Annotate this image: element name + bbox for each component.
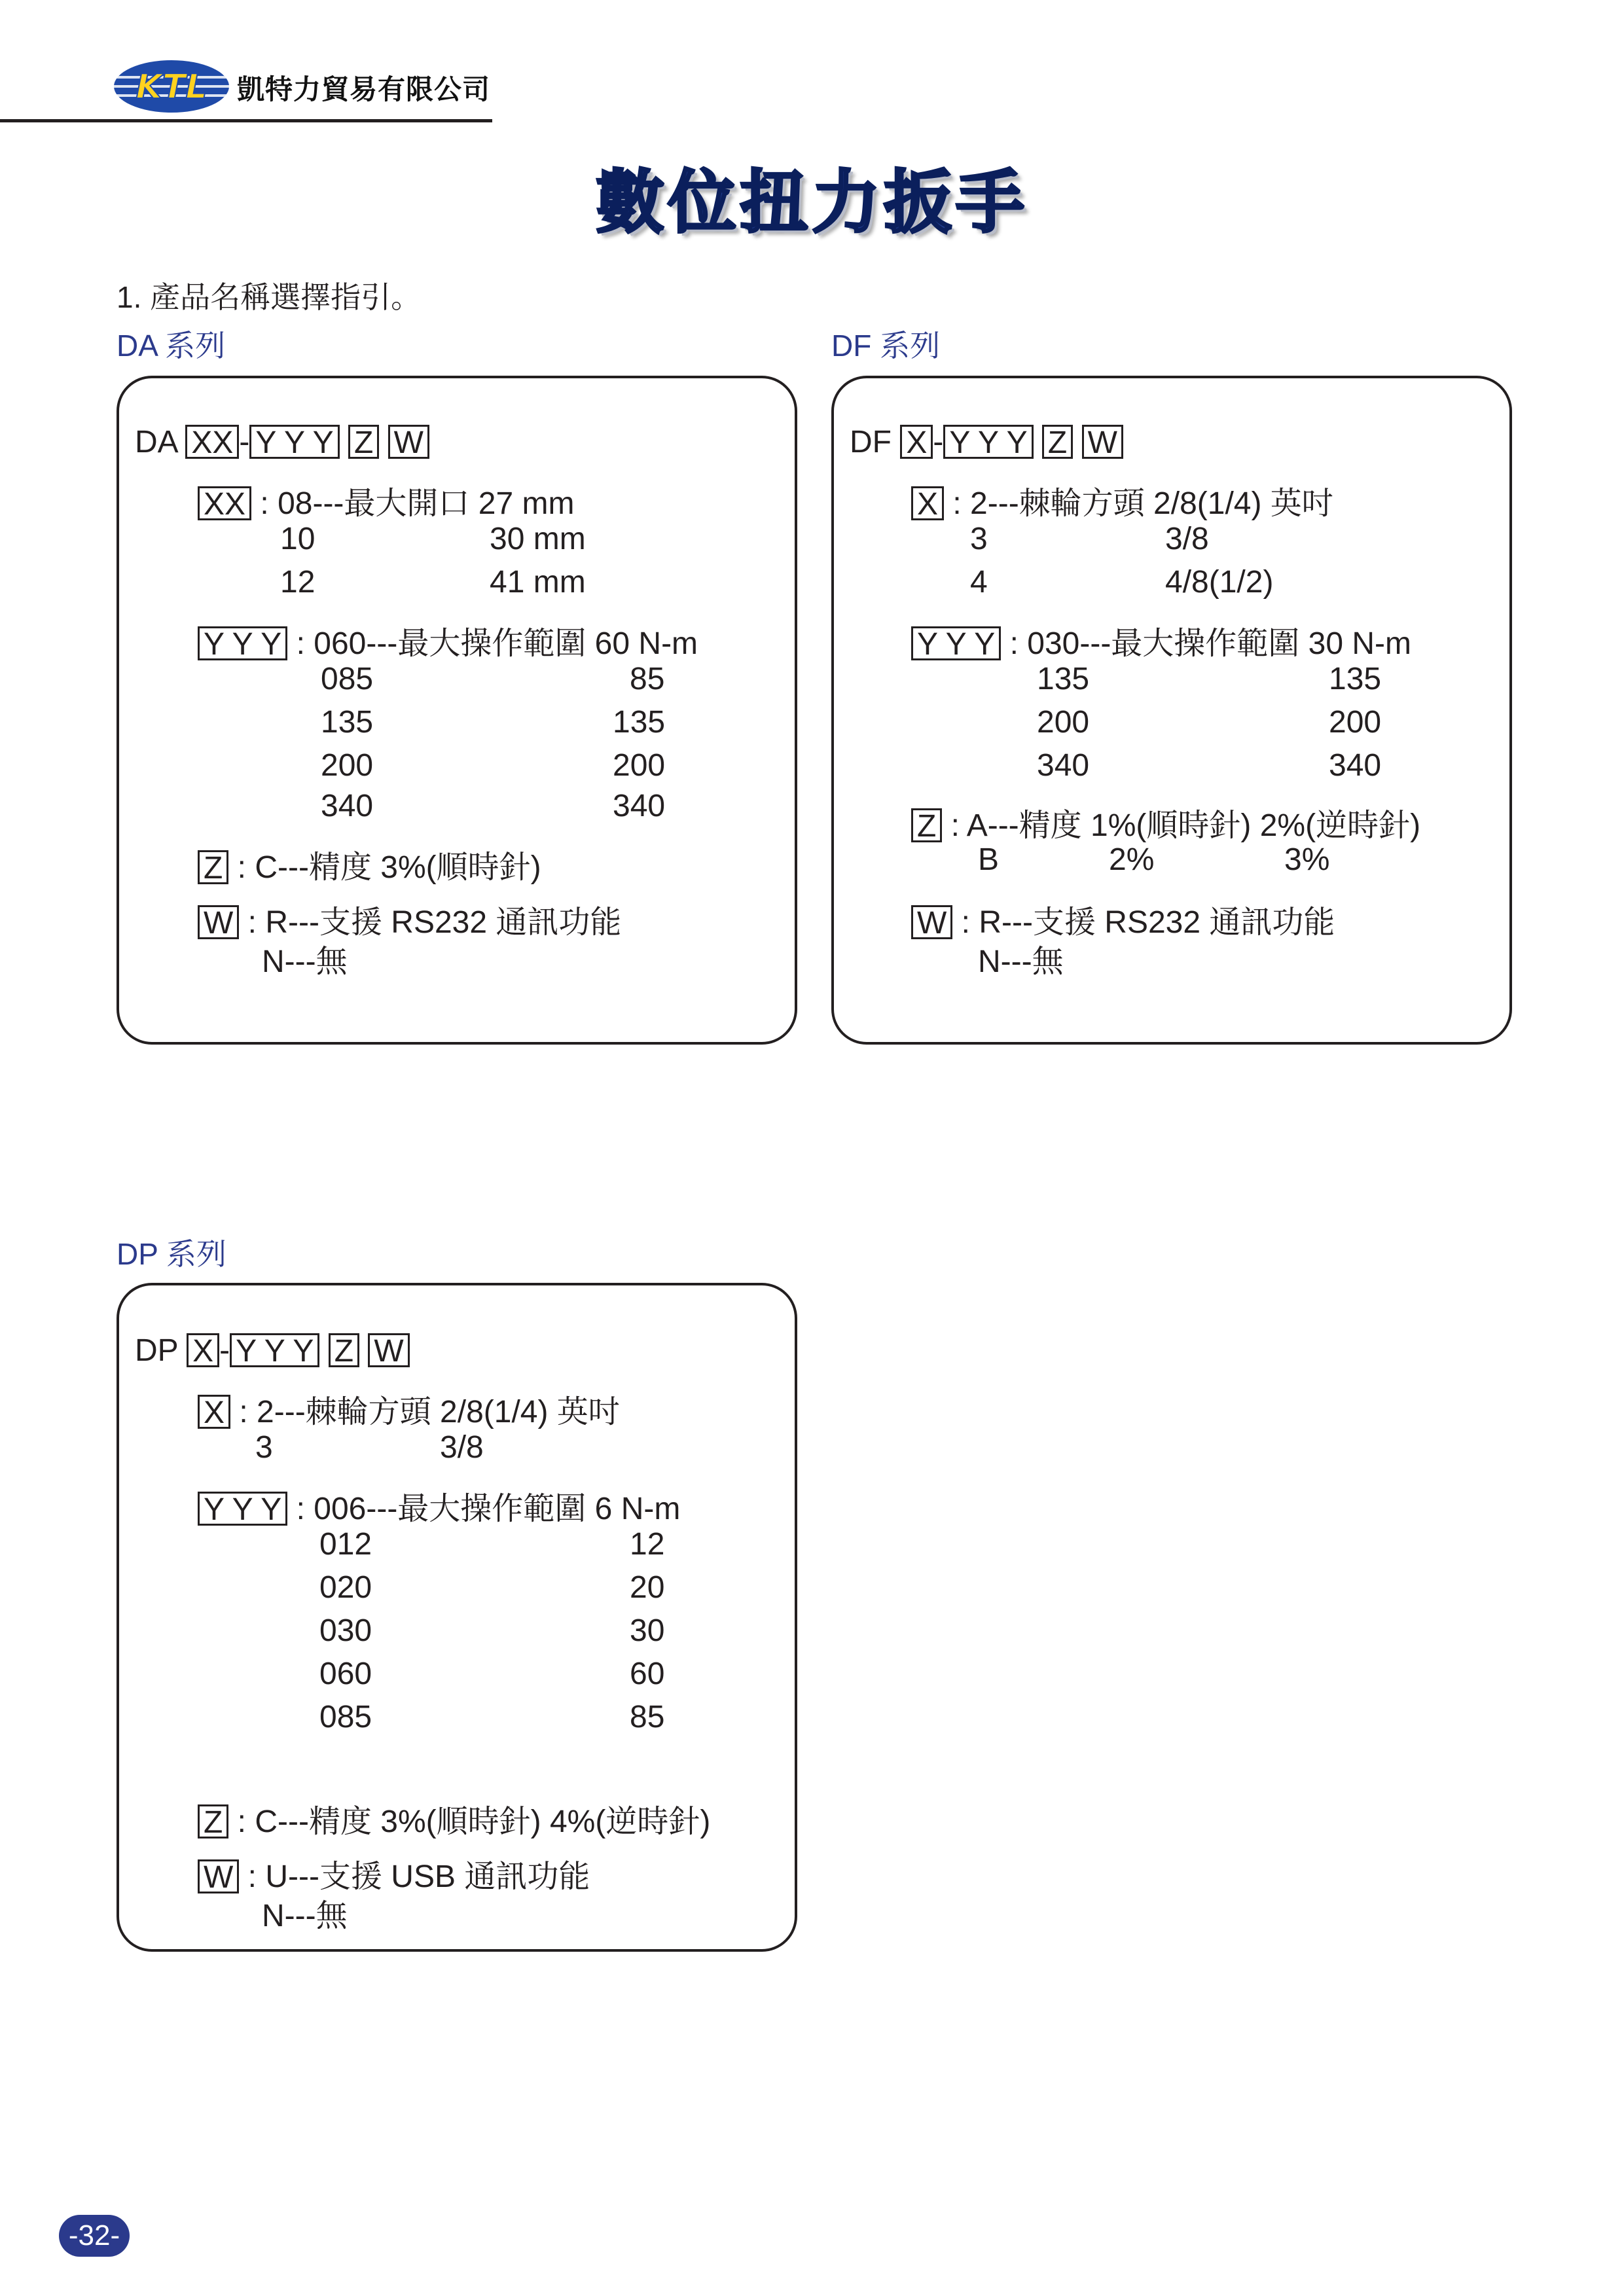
da-xx-sep: : (260, 486, 269, 521)
dp-code-dash: - (219, 1333, 230, 1368)
ktl-logo (113, 58, 230, 115)
da-yyy-line-1 (198, 618, 698, 663)
da-yyy-code: 060---最大操作範圍 (314, 626, 586, 661)
dp-x-code: 3 (255, 1430, 273, 1465)
da-w-box: W (198, 905, 239, 939)
df-yyy-box: Y Y Y (911, 626, 1001, 660)
df-yyy-code: 340 (1037, 748, 1090, 783)
df-yyy-value: 200 (1329, 705, 1382, 740)
dp-yyy-value: 12 (630, 1527, 665, 1562)
df-code-w: W (1082, 425, 1123, 459)
dp-prefix: DP (135, 1333, 178, 1368)
da-series-label: DA 系列 (117, 329, 226, 363)
da-xx-value: 30 mm (490, 522, 586, 556)
df-w-line (911, 897, 1335, 942)
dp-yyy-code: : 006---最大操作範圍 (296, 1492, 586, 1526)
df-code-dash: - (933, 425, 944, 459)
da-yyy-box: Y Y Y (198, 626, 287, 660)
da-code-xx: XX (185, 425, 239, 459)
page-number: -32- (59, 2215, 130, 2257)
df-yyy-value: 135 (1329, 662, 1382, 696)
da-code-w: W (388, 425, 429, 459)
da-xx-value: 27 mm (478, 486, 575, 521)
dp-yyy-value: 20 (630, 1570, 665, 1605)
df-yyy-value: 30 N-m (1308, 626, 1412, 661)
df-z-line-1 (911, 800, 1420, 845)
df-x-code: 3 (970, 522, 988, 556)
df-z-c2: 1%(順時針) (1091, 808, 1252, 843)
df-panel (831, 376, 1512, 1045)
dp-yyy-code: 060 (319, 1657, 372, 1691)
da-yyy-code: 085 (321, 662, 374, 696)
dp-code-x: X (187, 1333, 219, 1367)
dp-code-w: W (368, 1333, 409, 1367)
dp-w-text2: N---無 (262, 1899, 348, 1933)
da-yyy-code: 200 (321, 748, 374, 783)
df-yyy-code: 135 (1037, 662, 1090, 696)
df-z-c1: B (978, 842, 1000, 877)
da-yyy-code: 135 (321, 705, 374, 740)
df-yyy-code: 200 (1037, 705, 1090, 740)
intro-text: 1. 產品名稱選擇指引。 (117, 280, 422, 314)
df-code-z: Z (1042, 425, 1073, 459)
df-x-line-1 (911, 478, 1333, 523)
dp-z-box: Z (198, 1804, 228, 1839)
dp-x-value: 3/8 (440, 1430, 484, 1465)
dp-yyy-value: 30 (630, 1613, 665, 1648)
df-code-line (850, 424, 1123, 460)
da-code-yyy: Y Y Y (249, 425, 339, 459)
da-panel (117, 376, 797, 1045)
df-x-code: 4 (970, 565, 988, 600)
dp-yyy-line-1 (198, 1483, 680, 1528)
df-z-c3: 2%(逆時針) (1259, 808, 1421, 843)
da-xx-box: XX (198, 486, 251, 520)
da-yyy-sep: : (296, 626, 305, 661)
df-z-c2: 2% (1109, 842, 1155, 877)
da-yyy-value: 340 (613, 789, 666, 823)
da-z-text: : C---精度 3%(順時針) (237, 850, 541, 885)
df-x-value: 4/8(1/2) (1165, 565, 1274, 600)
da-xx-value: 41 mm (490, 565, 586, 600)
da-code-dash: - (239, 425, 250, 459)
dp-x-line-1 (198, 1386, 620, 1431)
page-title: 數位扭力扳手 (596, 162, 1028, 242)
dp-yyy-value: 60 (630, 1657, 665, 1691)
dp-z-text: : C---精度 3%(順時針) 4%(逆時針) (237, 1804, 711, 1839)
da-code-z: Z (348, 425, 379, 459)
df-x-value: 2/8(1/4) 英吋 (1153, 486, 1333, 521)
df-z-c3: 3% (1284, 842, 1330, 877)
df-yyy-value: 340 (1329, 748, 1382, 783)
da-yyy-value: 200 (613, 748, 666, 783)
dp-x-box: X (198, 1395, 230, 1429)
dp-yyy-box: Y Y Y (198, 1492, 287, 1526)
dp-yyy-value: 85 (630, 1700, 665, 1734)
da-xx-line-1 (198, 478, 574, 523)
da-z-line (198, 842, 541, 887)
df-x-value: 3/8 (1165, 522, 1209, 556)
dp-z-line (198, 1796, 710, 1841)
df-x-code: : 2---棘輪方頭 (952, 486, 1145, 521)
da-w-text: : R---支援 RS232 通訊功能 (247, 905, 622, 940)
dp-yyy-code: 030 (319, 1613, 372, 1648)
df-code-yyy: Y Y Y (943, 425, 1033, 459)
dp-yyy-code: 020 (319, 1570, 372, 1605)
df-w-text: : R---支援 RS232 通訊功能 (961, 905, 1335, 940)
df-z-box: Z (911, 808, 942, 842)
df-x-box: X (911, 486, 944, 520)
logo-text: KTL (135, 67, 208, 107)
df-z-c1: : A---精度 (950, 808, 1082, 843)
da-code-line (135, 424, 429, 460)
da-z-box: Z (198, 850, 228, 884)
df-w-text2: N---無 (978, 944, 1064, 979)
dp-code-yyy: Y Y Y (230, 1333, 319, 1367)
dp-w-box: W (198, 1859, 239, 1893)
dp-x-code: : 2---棘輪方頭 (239, 1395, 431, 1429)
dp-w-text: : U---支援 USB 通訊功能 (247, 1859, 590, 1894)
da-yyy-value: 60 N-m (594, 626, 698, 661)
dp-series-label: DP 系列 (117, 1237, 226, 1271)
da-xx-code: 08---最大開口 (278, 486, 470, 521)
da-xx-code: 12 (280, 565, 316, 600)
df-yyy-line-1 (911, 618, 1411, 663)
da-w-text2: N---無 (262, 944, 348, 979)
dp-code-z: Z (329, 1333, 359, 1367)
header-divider (0, 119, 492, 122)
dp-code-line (135, 1333, 410, 1369)
company-name: 凱特力貿易有限公司 (237, 74, 491, 105)
da-prefix: DA (135, 425, 177, 459)
da-yyy-code: 340 (321, 789, 374, 823)
da-w-line (198, 897, 621, 942)
da-yyy-value: 85 (630, 662, 665, 696)
df-prefix: DF (850, 425, 892, 459)
df-w-box: W (911, 905, 952, 939)
dp-yyy-value: 6 N-m (594, 1492, 681, 1526)
df-yyy-code: : 030---最大操作範圍 (1009, 626, 1300, 661)
df-code-x: X (900, 425, 933, 459)
dp-x-value: 2/8(1/4) 英吋 (440, 1395, 620, 1429)
da-xx-code: 10 (280, 522, 316, 556)
dp-yyy-code: 012 (319, 1527, 372, 1562)
dp-w-line (198, 1851, 590, 1896)
da-yyy-value: 135 (613, 705, 666, 740)
dp-yyy-code: 085 (319, 1700, 372, 1734)
df-series-label: DF 系列 (831, 329, 941, 363)
